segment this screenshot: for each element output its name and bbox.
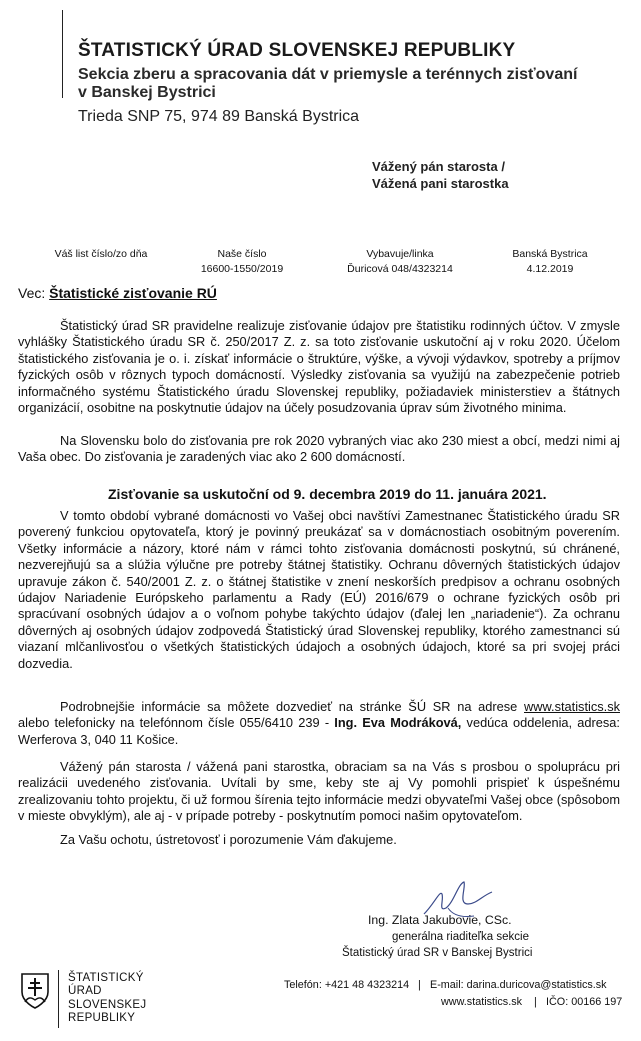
reference-value: 16600-1550/2019: [200, 263, 284, 275]
signatory-organization: Štatistický úrad SR v Banskej Bystrici: [342, 947, 533, 959]
body-paragraph-4: [18, 699, 620, 748]
reference-our-number: [187, 247, 297, 277]
reference-value: Ďuricová 048/4323214: [347, 263, 453, 275]
signatory-name: Ing. Zlata Jakubovie, CSc.: [368, 913, 512, 927]
footer-org-line: ŠTATISTICKÝ: [68, 972, 144, 984]
footer-ico: IČO: 00166 197: [546, 996, 623, 1008]
footer-separator: |: [418, 979, 421, 991]
body-paragraph-3: V tomto období vybrané domácnosti vo Vašej obci navštívi Zamestnanec Štatistického úradu SR poverený funkciou opytovateľa, ktorý je povinný preukázať sa v domácnostiach osobitným poverením. Všetky informácie a názory, ktoré nám v rámci tohto zisťovania domácnosti poskytnú, sú chránené, nezverejňujú sa a slúžia výlučne pre potreby štátnej štatistiky. Ochranu dôverných štatistických údajov upravuje zákon č. 540/2001 Z. z. o štátnej štatistike v znení neskorších predpisov a ochranu osobných údajov Nariadenie Európskeho parlamentu a Rady (EÚ) 2016/679 o ochrane fyzických osôb pri spracúvaní osobných údajov a o voľnom pohybe takýchto údajov (ďalej len „nariadenie“). Za ochranu dôverných aj osobných údajov zodpovedá Štatistický úrad Slovenskej republiky, ktorého zamestnanci sú viazaní mlčanlivosťou o všetkých štatistických údajoch a osobných údajoch, ktoré sa pri svojej práci dozvedia.: [18, 508, 620, 671]
reference-place-date: [490, 247, 610, 277]
footer-phone: Telefón: +421 48 4323214: [284, 979, 410, 991]
slovak-coat-of-arms-icon: [20, 972, 50, 1010]
footer-org-line: REPUBLIKY: [68, 1012, 136, 1025]
subject-title: Štatistické zisťovanie RÚ: [49, 285, 217, 301]
paragraph-4-text-b: alebo telefonicky na telefónnom čísle 055/6410 239 -: [18, 715, 335, 731]
recipient-line-2: Vážená pani starostka: [372, 176, 509, 191]
reference-label: Váš list číslo/zo dňa: [54, 248, 148, 260]
recipient-line-1: Vážený pán starosta /: [372, 159, 505, 174]
contact-person-name: Ing. Eva Modráková,: [334, 715, 462, 731]
organization-title: ŠTATISTICKÝ ÚRAD SLOVENSKEJ REPUBLIKY: [78, 40, 516, 61]
reference-your-letter: [26, 247, 176, 262]
subject-prefix: Vec:: [18, 285, 50, 301]
footer-divider-line: [58, 970, 59, 1028]
footer-email[interactable]: E-mail: darina.duricova@statistics.sk: [430, 979, 607, 991]
survey-date-line: Zisťovanie sa uskutoční od 9. decembra 2019 do 11. januára 2021.: [108, 486, 547, 502]
organization-section: Sekcia zberu a spracovania dát v priemysle a terénnych zisťovaní v Banskej Bystrici: [78, 66, 578, 101]
signatory-role: generálna riaditeľka sekcie: [392, 931, 529, 943]
body-paragraph-5: Vážený pán starosta / vážená pani starostka, obraciam sa na Vás s prosbou o spoluprácu pri realizácii uvedeného zisťovania. Uvítali by sme, keby ste aj Vy pomohli prispieť k úspešnému zrealizovaniu tohto projektu, či už formou šírenia tejto informácie medzi obyvateľmi Vašej obce (spôsobom v mieste obvyklým), ale aj - v prípade potreby - poskytnutím pomoci našim opytovateľom.: [18, 759, 620, 824]
footer-org-line: ÚRAD: [68, 985, 102, 998]
reference-label: Naše číslo: [217, 248, 267, 260]
header-divider-line: [62, 10, 63, 98]
paragraph-4-text-a: Podrobnejšie informácie sa môžete dozvedieť na stránke ŠÚ SR na adrese: [60, 699, 524, 714]
reference-handled-by: [330, 247, 470, 277]
organization-address: Trieda SNP 75, 974 89 Banská Bystrica: [78, 108, 360, 125]
footer-separator: |: [534, 996, 537, 1008]
reference-value: 4.12.2019: [526, 263, 574, 275]
body-paragraph-2: Na Slovensku bolo do zisťovania pre rok 2020 vybraných viac ako 230 miest a obcí, medzi nimi aj Vaša obec. Do zisťovania je zaradených viac ako 2 600 domácností.: [18, 433, 620, 465]
footer-organization-name: [68, 972, 146, 1026]
subject-line: [18, 285, 217, 301]
recipient-block: [372, 158, 509, 192]
footer-org-line: SLOVENSKEJ: [68, 998, 147, 1011]
paragraph-4-text-c: vedúca oddelenia, adresa: Werferova 3, 040 11 Košice.: [18, 715, 620, 747]
body-paragraph-1: Štatistický úrad SR pravidelne realizuje zisťovanie údajov pre štatistiku rodinných účtov. V zmysle vyhlášky Štatistického úradu SR č. 250/2017 Z. z. sa toto zisťovanie uskutoční aj v roku 2020. Účelom štatistického zisťovania je o. i. získať informácie o štruktúre, výške, a vývoji výdavkov, spotreby a príjmov fyzických osôb v rôznych typoch domácností. Výsledky zisťovania sa využijú na zabezpečenie potrieb informačného systému Štatistického úradu Slovenskej republiky, požiadaviek ministerstiev a štátnych organizácií, osobitne na poskytnutie údajov na účely posudzovania úprav súm životného minima.: [18, 318, 620, 416]
reference-label: Vybavuje/linka: [366, 248, 434, 260]
statistics-website-link[interactable]: www.statistics.sk: [524, 699, 620, 714]
reference-label: Banská Bystrica: [512, 248, 588, 260]
body-paragraph-6: Za Vašu ochotu, ústretovosť i porozumenie Vám ďakujeme.: [60, 832, 397, 847]
footer-website[interactable]: www.statistics.sk: [441, 996, 522, 1008]
